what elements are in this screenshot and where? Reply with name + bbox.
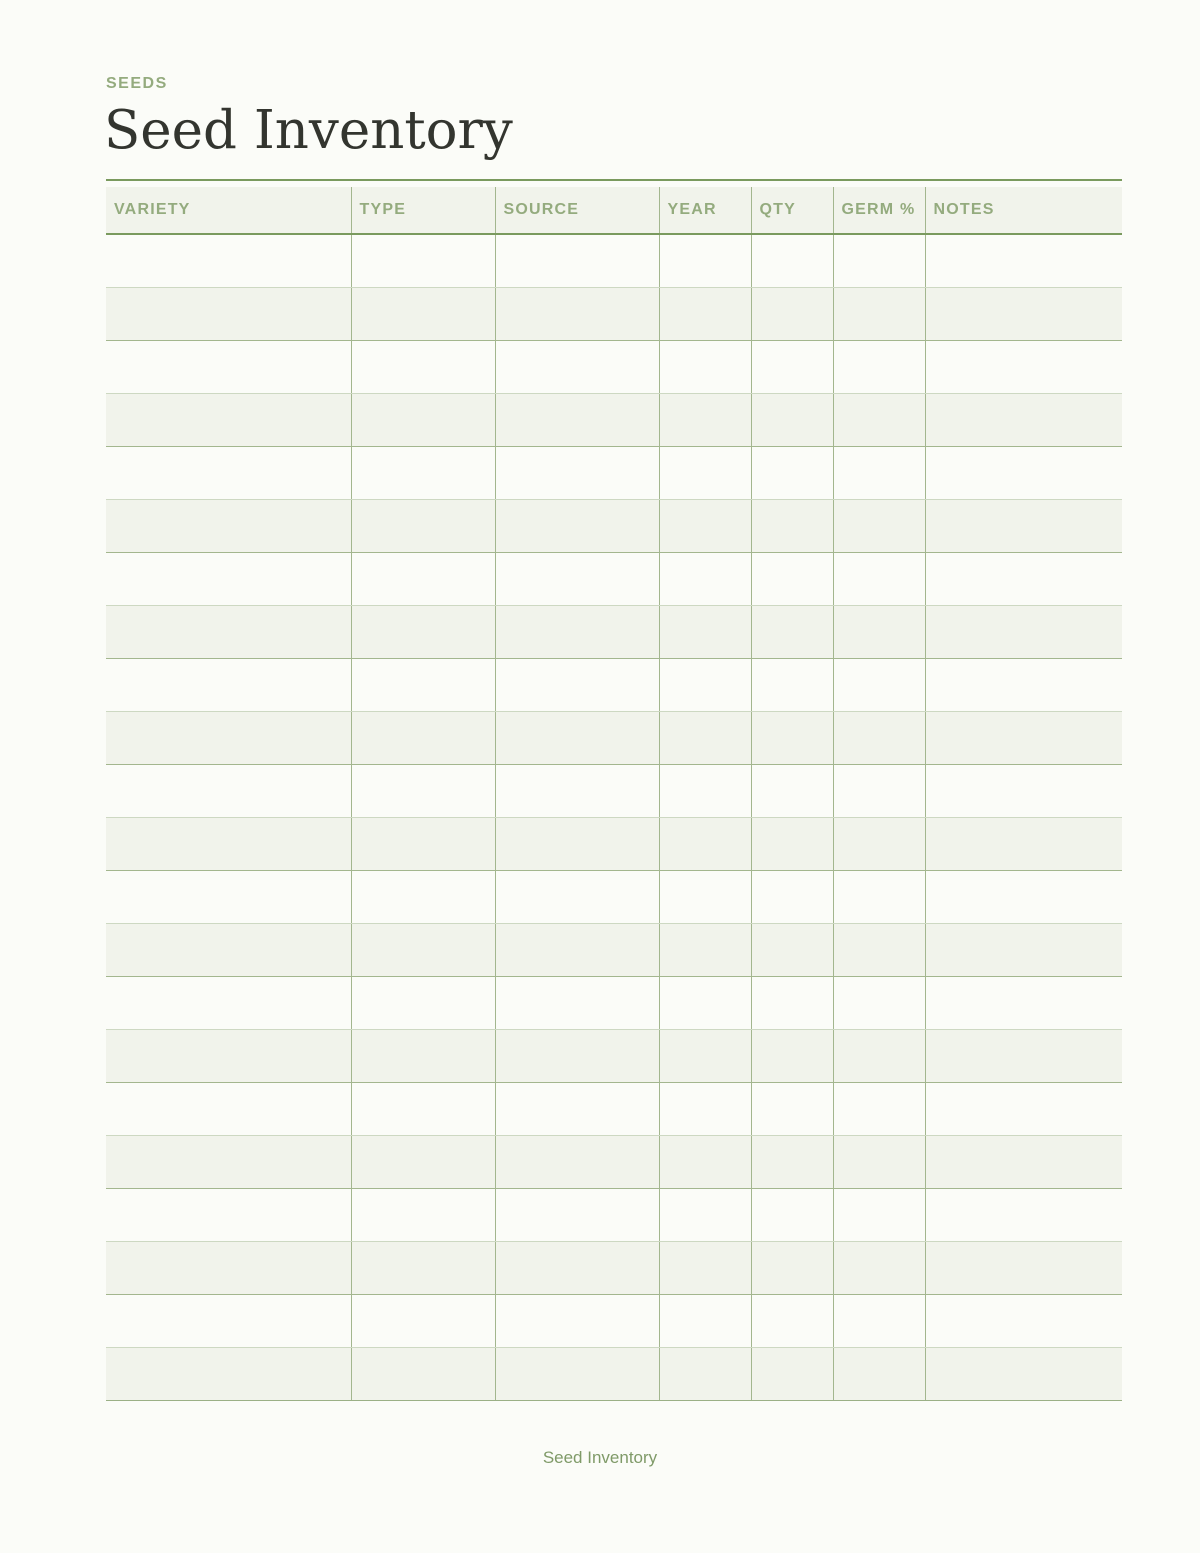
table-row: [106, 1189, 1122, 1242]
cell-qty[interactable]: [751, 553, 833, 606]
cell-source[interactable]: [495, 447, 659, 500]
table-row: [106, 712, 1122, 765]
cell-year[interactable]: [659, 234, 751, 288]
table-row: [106, 1242, 1122, 1295]
cell-source[interactable]: [495, 288, 659, 341]
cell-type[interactable]: [351, 1348, 495, 1401]
cell-source[interactable]: [495, 712, 659, 765]
cell-variety[interactable]: [106, 924, 351, 977]
cell-year[interactable]: [659, 871, 751, 924]
table-row: [106, 659, 1122, 712]
cell-qty[interactable]: [751, 1189, 833, 1242]
table-row: [106, 553, 1122, 606]
cell-source[interactable]: [495, 871, 659, 924]
cell-year[interactable]: [659, 977, 751, 1030]
cell-germ[interactable]: [833, 977, 925, 1030]
cell-qty[interactable]: [751, 1295, 833, 1348]
cell-germ[interactable]: [833, 659, 925, 712]
cell-variety[interactable]: [106, 659, 351, 712]
cell-source[interactable]: [495, 500, 659, 553]
cell-notes[interactable]: [925, 1348, 1122, 1401]
cell-year[interactable]: [659, 500, 751, 553]
cell-type[interactable]: [351, 712, 495, 765]
cell-type[interactable]: [351, 500, 495, 553]
cell-source[interactable]: [495, 341, 659, 394]
cell-notes[interactable]: [925, 1295, 1122, 1348]
table-header: [106, 187, 1122, 234]
cell-germ[interactable]: [833, 818, 925, 871]
cell-germ[interactable]: [833, 1030, 925, 1083]
cell-qty[interactable]: [751, 818, 833, 871]
table-row: [106, 500, 1122, 553]
cell-germ[interactable]: [833, 341, 925, 394]
column-header-notes: NOTES: [925, 187, 1122, 234]
table-row: [106, 447, 1122, 500]
cell-year[interactable]: [659, 1348, 751, 1401]
cell-variety[interactable]: [106, 447, 351, 500]
table-row: [106, 818, 1122, 871]
table-row: [106, 1348, 1122, 1401]
cell-qty[interactable]: [751, 288, 833, 341]
table-row: [106, 1295, 1122, 1348]
column-header-source: SOURCE: [495, 187, 659, 234]
cell-notes[interactable]: [925, 447, 1122, 500]
cell-notes[interactable]: [925, 659, 1122, 712]
cell-source[interactable]: [495, 818, 659, 871]
table-row: [106, 1136, 1122, 1189]
cell-year[interactable]: [659, 1189, 751, 1242]
table-row: [106, 288, 1122, 341]
cell-germ[interactable]: [833, 765, 925, 818]
cell-qty[interactable]: [751, 1136, 833, 1189]
cell-germ[interactable]: [833, 712, 925, 765]
cell-variety[interactable]: [106, 1189, 351, 1242]
cell-source[interactable]: [495, 553, 659, 606]
cell-year[interactable]: [659, 1030, 751, 1083]
column-header-qty: QTY: [751, 187, 833, 234]
cell-source[interactable]: [495, 1136, 659, 1189]
table-row: [106, 765, 1122, 818]
cell-variety[interactable]: [106, 234, 351, 288]
cell-notes[interactable]: [925, 394, 1122, 447]
cell-year[interactable]: [659, 288, 751, 341]
cell-variety[interactable]: [106, 1030, 351, 1083]
cell-qty[interactable]: [751, 871, 833, 924]
cell-notes[interactable]: [925, 234, 1122, 288]
cell-year[interactable]: [659, 1242, 751, 1295]
cell-variety[interactable]: [106, 394, 351, 447]
cell-notes[interactable]: [925, 288, 1122, 341]
cell-germ[interactable]: [833, 1189, 925, 1242]
cell-type[interactable]: [351, 1295, 495, 1348]
cell-type[interactable]: [351, 447, 495, 500]
cell-variety[interactable]: [106, 818, 351, 871]
seed-inventory-table: [106, 187, 1122, 1401]
cell-year[interactable]: [659, 765, 751, 818]
cell-qty[interactable]: [751, 765, 833, 818]
cell-year[interactable]: [659, 818, 751, 871]
header-row: [106, 187, 1122, 234]
cell-type[interactable]: [351, 765, 495, 818]
cell-germ[interactable]: [833, 1348, 925, 1401]
cell-source[interactable]: [495, 659, 659, 712]
cell-notes[interactable]: [925, 712, 1122, 765]
cell-qty[interactable]: [751, 1083, 833, 1136]
cell-qty[interactable]: [751, 234, 833, 288]
cell-source[interactable]: [495, 765, 659, 818]
column-header-year: YEAR: [659, 187, 751, 234]
cell-year[interactable]: [659, 712, 751, 765]
cell-qty[interactable]: [751, 447, 833, 500]
cell-germ[interactable]: [833, 924, 925, 977]
cell-variety[interactable]: [106, 1242, 351, 1295]
cell-notes[interactable]: [925, 606, 1122, 659]
table-row: [106, 606, 1122, 659]
cell-notes[interactable]: [925, 1030, 1122, 1083]
cell-qty[interactable]: [751, 1030, 833, 1083]
section-eyebrow: SEEDS: [106, 75, 168, 92]
cell-qty[interactable]: [751, 394, 833, 447]
cell-qty[interactable]: [751, 500, 833, 553]
cell-year[interactable]: [659, 1136, 751, 1189]
cell-variety[interactable]: [106, 871, 351, 924]
cell-qty[interactable]: [751, 1348, 833, 1401]
cell-notes[interactable]: [925, 924, 1122, 977]
cell-notes[interactable]: [925, 553, 1122, 606]
cell-variety[interactable]: [106, 977, 351, 1030]
cell-variety[interactable]: [106, 606, 351, 659]
cell-germ[interactable]: [833, 500, 925, 553]
cell-germ[interactable]: [833, 447, 925, 500]
table-row: [106, 234, 1122, 288]
cell-variety[interactable]: [106, 712, 351, 765]
cell-type[interactable]: [351, 1083, 495, 1136]
cell-source[interactable]: [495, 394, 659, 447]
cell-year[interactable]: [659, 553, 751, 606]
cell-source[interactable]: [495, 1189, 659, 1242]
cell-qty[interactable]: [751, 712, 833, 765]
cell-source[interactable]: [495, 977, 659, 1030]
cell-variety[interactable]: [106, 1295, 351, 1348]
cell-type[interactable]: [351, 871, 495, 924]
cell-type[interactable]: [351, 924, 495, 977]
cell-notes[interactable]: [925, 818, 1122, 871]
cell-notes[interactable]: [925, 1136, 1122, 1189]
cell-year[interactable]: [659, 447, 751, 500]
cell-type[interactable]: [351, 606, 495, 659]
cell-notes[interactable]: [925, 765, 1122, 818]
cell-variety[interactable]: [106, 1136, 351, 1189]
cell-source[interactable]: [495, 1030, 659, 1083]
cell-type[interactable]: [351, 553, 495, 606]
cell-qty[interactable]: [751, 659, 833, 712]
cell-type[interactable]: [351, 341, 495, 394]
cell-notes[interactable]: [925, 1242, 1122, 1295]
title-divider: [106, 179, 1122, 181]
table-row: [106, 394, 1122, 447]
cell-variety[interactable]: [106, 341, 351, 394]
table-row: [106, 871, 1122, 924]
column-header-germ: GERM %: [833, 187, 925, 234]
cell-source[interactable]: [495, 924, 659, 977]
cell-variety[interactable]: [106, 1083, 351, 1136]
cell-year[interactable]: [659, 1083, 751, 1136]
table-row: [106, 1083, 1122, 1136]
cell-qty[interactable]: [751, 1242, 833, 1295]
cell-year[interactable]: [659, 606, 751, 659]
cell-germ[interactable]: [833, 871, 925, 924]
cell-source[interactable]: [495, 1242, 659, 1295]
page-title: Seed Inventory: [104, 100, 513, 161]
cell-qty[interactable]: [751, 341, 833, 394]
page-footer: Seed Inventory: [542, 1448, 658, 1467]
cell-source[interactable]: [495, 1295, 659, 1348]
cell-variety[interactable]: [106, 500, 351, 553]
cell-qty[interactable]: [751, 606, 833, 659]
table-body: [106, 234, 1122, 1401]
cell-source[interactable]: [495, 1348, 659, 1401]
cell-type[interactable]: [351, 234, 495, 288]
cell-source[interactable]: [495, 1083, 659, 1136]
cell-type[interactable]: [351, 1189, 495, 1242]
cell-year[interactable]: [659, 341, 751, 394]
cell-variety[interactable]: [106, 288, 351, 341]
cell-notes[interactable]: [925, 871, 1122, 924]
cell-germ[interactable]: [833, 1295, 925, 1348]
cell-year[interactable]: [659, 924, 751, 977]
cell-qty[interactable]: [751, 924, 833, 977]
column-header-type: TYPE: [351, 187, 495, 234]
cell-notes[interactable]: [925, 1083, 1122, 1136]
cell-year[interactable]: [659, 659, 751, 712]
cell-germ[interactable]: [833, 1136, 925, 1189]
cell-notes[interactable]: [925, 977, 1122, 1030]
cell-germ[interactable]: [833, 606, 925, 659]
cell-type[interactable]: [351, 659, 495, 712]
table-row: [106, 341, 1122, 394]
cell-variety[interactable]: [106, 553, 351, 606]
cell-germ[interactable]: [833, 394, 925, 447]
cell-year[interactable]: [659, 1295, 751, 1348]
cell-source[interactable]: [495, 234, 659, 288]
cell-notes[interactable]: [925, 341, 1122, 394]
cell-type[interactable]: [351, 977, 495, 1030]
table-row: [106, 1030, 1122, 1083]
cell-germ[interactable]: [833, 1083, 925, 1136]
cell-germ[interactable]: [833, 1242, 925, 1295]
column-header-variety: VARIETY: [106, 187, 351, 234]
cell-germ[interactable]: [833, 553, 925, 606]
cell-type[interactable]: [351, 288, 495, 341]
cell-type[interactable]: [351, 1242, 495, 1295]
cell-qty[interactable]: [751, 977, 833, 1030]
table-row: [106, 977, 1122, 1030]
cell-notes[interactable]: [925, 500, 1122, 553]
cell-variety[interactable]: [106, 765, 351, 818]
cell-variety[interactable]: [106, 1348, 351, 1401]
table-row: [106, 924, 1122, 977]
cell-source[interactable]: [495, 606, 659, 659]
cell-type[interactable]: [351, 818, 495, 871]
cell-notes[interactable]: [925, 1189, 1122, 1242]
cell-type[interactable]: [351, 394, 495, 447]
cell-germ[interactable]: [833, 234, 925, 288]
cell-germ[interactable]: [833, 288, 925, 341]
cell-type[interactable]: [351, 1030, 495, 1083]
cell-year[interactable]: [659, 394, 751, 447]
cell-type[interactable]: [351, 1136, 495, 1189]
